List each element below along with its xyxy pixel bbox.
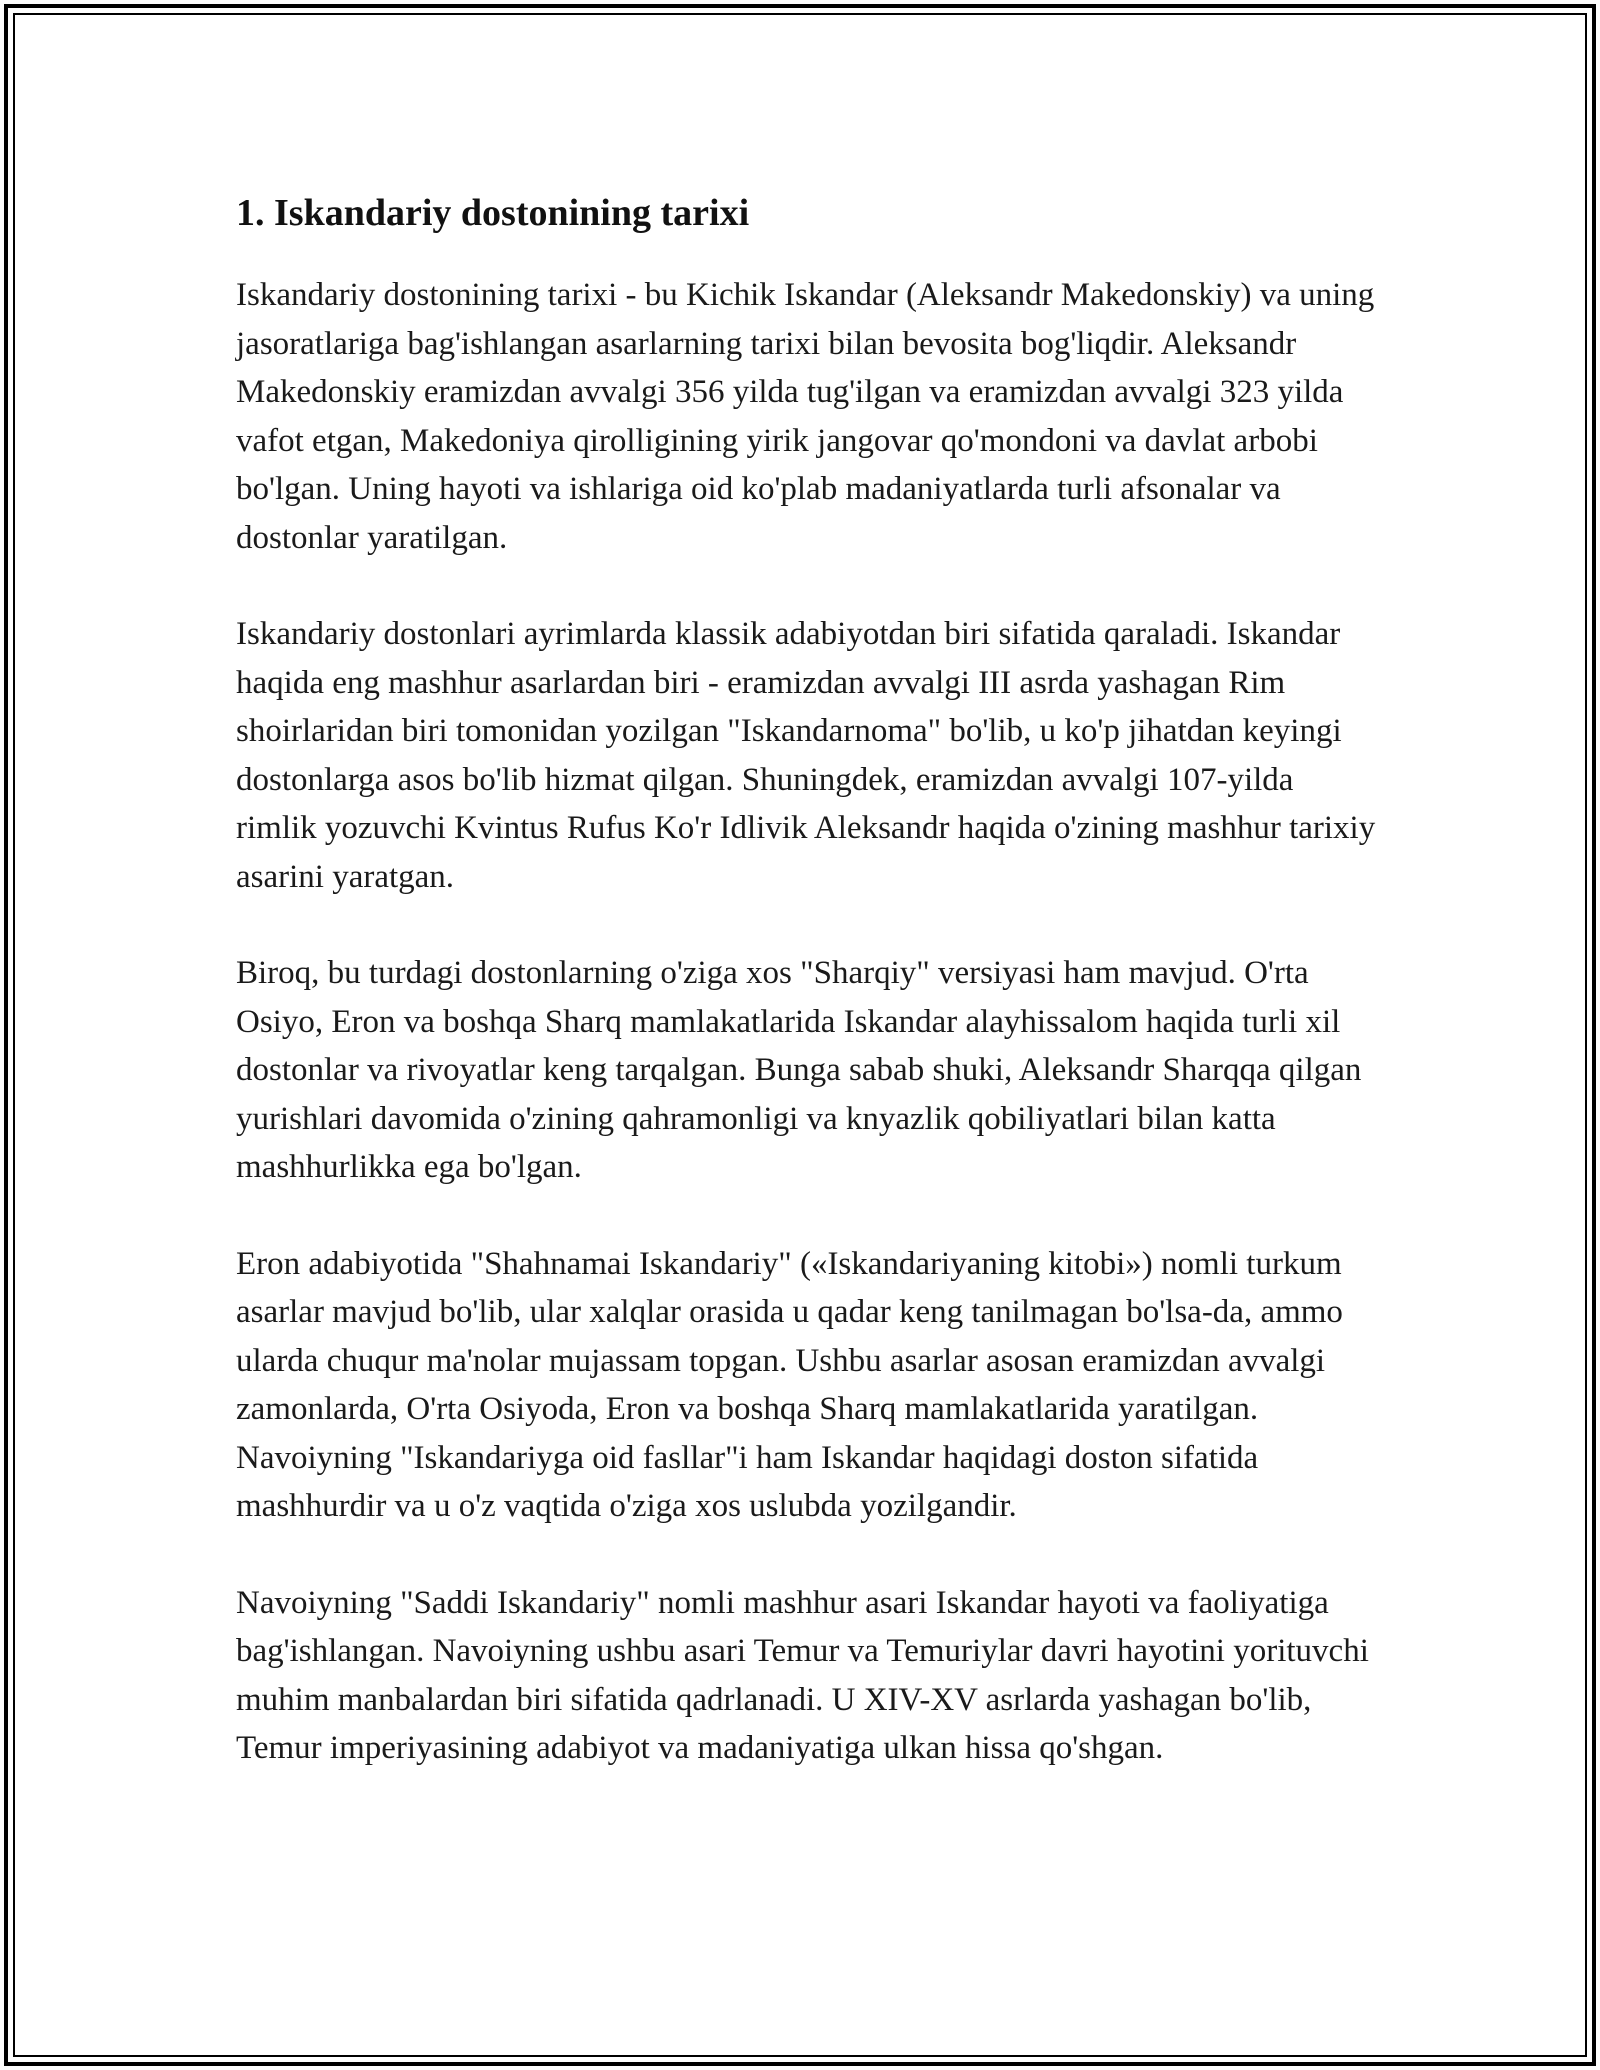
paragraph-history-intro: Iskandariy dostonining tarixi - bu Kichik Iskandar (Aleksandr Makedonskiy) va uning jasoratlariga bag'ishlangan asarlarning tarixi bilan bevosita bog'liqdir. Aleksandr Makedonskiy eramizdan avvalgi 356 yilda tug'ilgan va eramizdan avvalgi 323 yilda vafot etgan, Makedoniya qirolligining yirik jangovar qo'mondoni va davlat arbobi bo'lgan. Uning hayoti va ishlariga oid ko'plab madaniyatlarda turli afsonalar va dostonlar yaratilgan. xyxy=(236,277,1375,556)
paragraph-persian-literature: Eron adabiyotida "Shahnamai Iskandariy" («Iskandariyaning kitobi») nomli turkum asarlar mavjud bo'lib, ular xalqlar orasida u qadar keng tanilmagan bo'lsa-da, ammo ularda chuqur ma'nolar mujassam topgan. Ushbu asarlar asosan eramizdan avvalgi zamonlarda, O'rta Osiyoda, Eron va boshqa Sharq mamlakatlarida yaratilgan. Navoiyning "Iskandariyga oid fasllar"i ham Iskandar haqidagi doston sifatida mashhurdir va u o'z vaqtida o'ziga xos uslubda yozilgandir. xyxy=(236,1245,1343,1524)
document-body xyxy=(236,185,1376,1821)
paragraph-navoi-saddi: Navoiyning "Saddi Iskandariy" nomli mashhur asari Iskandar hayoti va faoliyatiga bag'ishlangan. Navoiyning ushbu asari Temur va Temuriylar davri hayotini yorituvchi muhim manbalardan biri sifatida qadrlanadi. U XIV-XV asrlarda yashagan bo'lib, Temur imperiyasining adabiyot va madaniyatiga ulkan hissa qo'shgan. xyxy=(236,1584,1369,1766)
section-heading: 1. Iskandariy dostonining tarixi xyxy=(236,192,750,234)
paragraph-eastern-version: Biroq, bu turdagi dostonlarning o'ziga xos "Sharqiy" versiyasi ham mavjud. O'rta Osiyo, Eron va boshqa Sharq mamlakatlarida Iskandar alayhissalom haqida turli xil dostonlar va rivoyatlar keng tarqalgan. Bunga sabab shuki, Aleksandr Sharqqa qilgan yurishlari davomida o'zining qahramonligi va knyazlik qobiliyatlari bilan katta mashhurlikka ega bo'lgan. xyxy=(236,955,1362,1185)
paragraph-classic-literature: Iskandariy dostonlari ayrimlarda klassik adabiyotdan biri sifatida qaraladi. Iskandar haqida eng mashhur asarlardan biri - eramizdan avvalgi III asrda yashagan Rim shoirlaridan biri tomonidan yozilgan "Iskandarnoma" bo'lib, u ko'p jihatdan keyingi dostonlarga asos bo'lib hizmat qilgan. Shuningdek, eramizdan avvalgi 107-yilda rimlik yozuvchi Kvintus Rufus Ko'r Idlivik Aleksandr haqida o'zining mashhur tarixiy asarini yaratgan. xyxy=(236,616,1376,895)
